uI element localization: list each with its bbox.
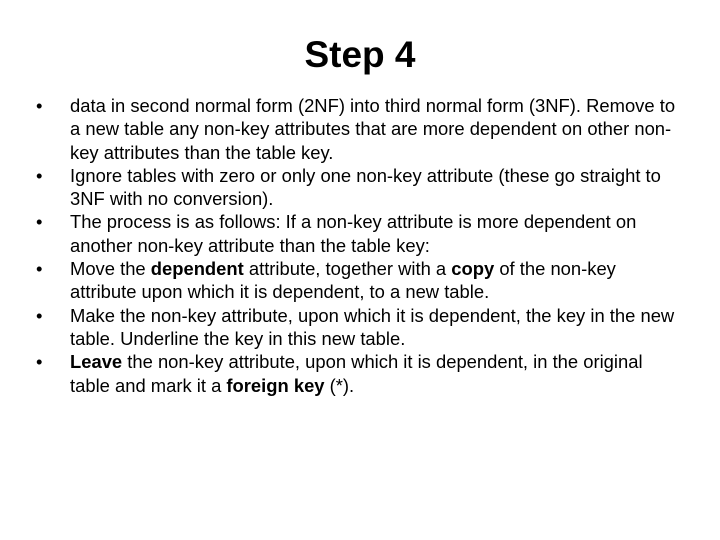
bullet-dot-icon: • xyxy=(36,95,43,116)
bullet-bold-segment: copy xyxy=(451,258,495,280)
bullet-bold-segment: foreign key xyxy=(226,374,325,396)
bullet-text xyxy=(70,305,674,349)
bullet-dot-icon: • xyxy=(36,164,43,186)
bullet-text-segment: data in second normal form (2NF) into third normal form (3NF). Remove to a new table any non-key attributes that are more dependent on other non-key attributes than the table key. xyxy=(70,95,676,163)
bullet-item xyxy=(36,94,676,164)
bullet-bold-segment: Leave xyxy=(70,351,123,373)
bullet-text-segment: Move the xyxy=(70,258,151,280)
bullet-text-segment: (*). xyxy=(324,374,355,396)
bullet-text-segment: of the non-key attribute upon which it is dependent, to a new table. xyxy=(70,258,616,303)
bullet-text-segment: The process is as follows: If a non-key attribute is more dependent on another non-key attribute than the table key: xyxy=(70,211,637,256)
bullet-item xyxy=(36,304,676,351)
bullet-item xyxy=(36,210,676,257)
bullet-list xyxy=(36,94,676,397)
bullet-text-segment: attribute, together with a xyxy=(243,258,452,280)
bullet-text xyxy=(70,165,661,209)
bullet-text xyxy=(70,258,616,302)
bullet-item xyxy=(36,350,676,397)
bullet-text-segment: the non-key attribute, upon which it is dependent, in the original table and mark it a xyxy=(70,351,643,396)
slide-title: Step 4 xyxy=(304,34,416,75)
bullet-bold-segment: dependent xyxy=(150,258,244,280)
bullet-dot-icon: • xyxy=(36,258,43,280)
bullet-text-segment: Ignore tables with zero or only one non-key attribute (these go straight to 3NF with no conversion). xyxy=(70,164,661,210)
bullet-text-segment: Make the non-key attribute, upon which it is dependent, the key in the new table. Underline the key in this new table. xyxy=(70,304,675,349)
bullet-text xyxy=(70,211,636,255)
bullet-dot-icon: • xyxy=(36,304,43,326)
bullet-dot-icon: • xyxy=(36,351,43,373)
bullet-item xyxy=(36,257,676,304)
bullet-dot-icon: • xyxy=(36,211,43,233)
bullet-text xyxy=(70,95,675,163)
bullet-item xyxy=(36,164,676,211)
bullet-text xyxy=(70,351,643,395)
